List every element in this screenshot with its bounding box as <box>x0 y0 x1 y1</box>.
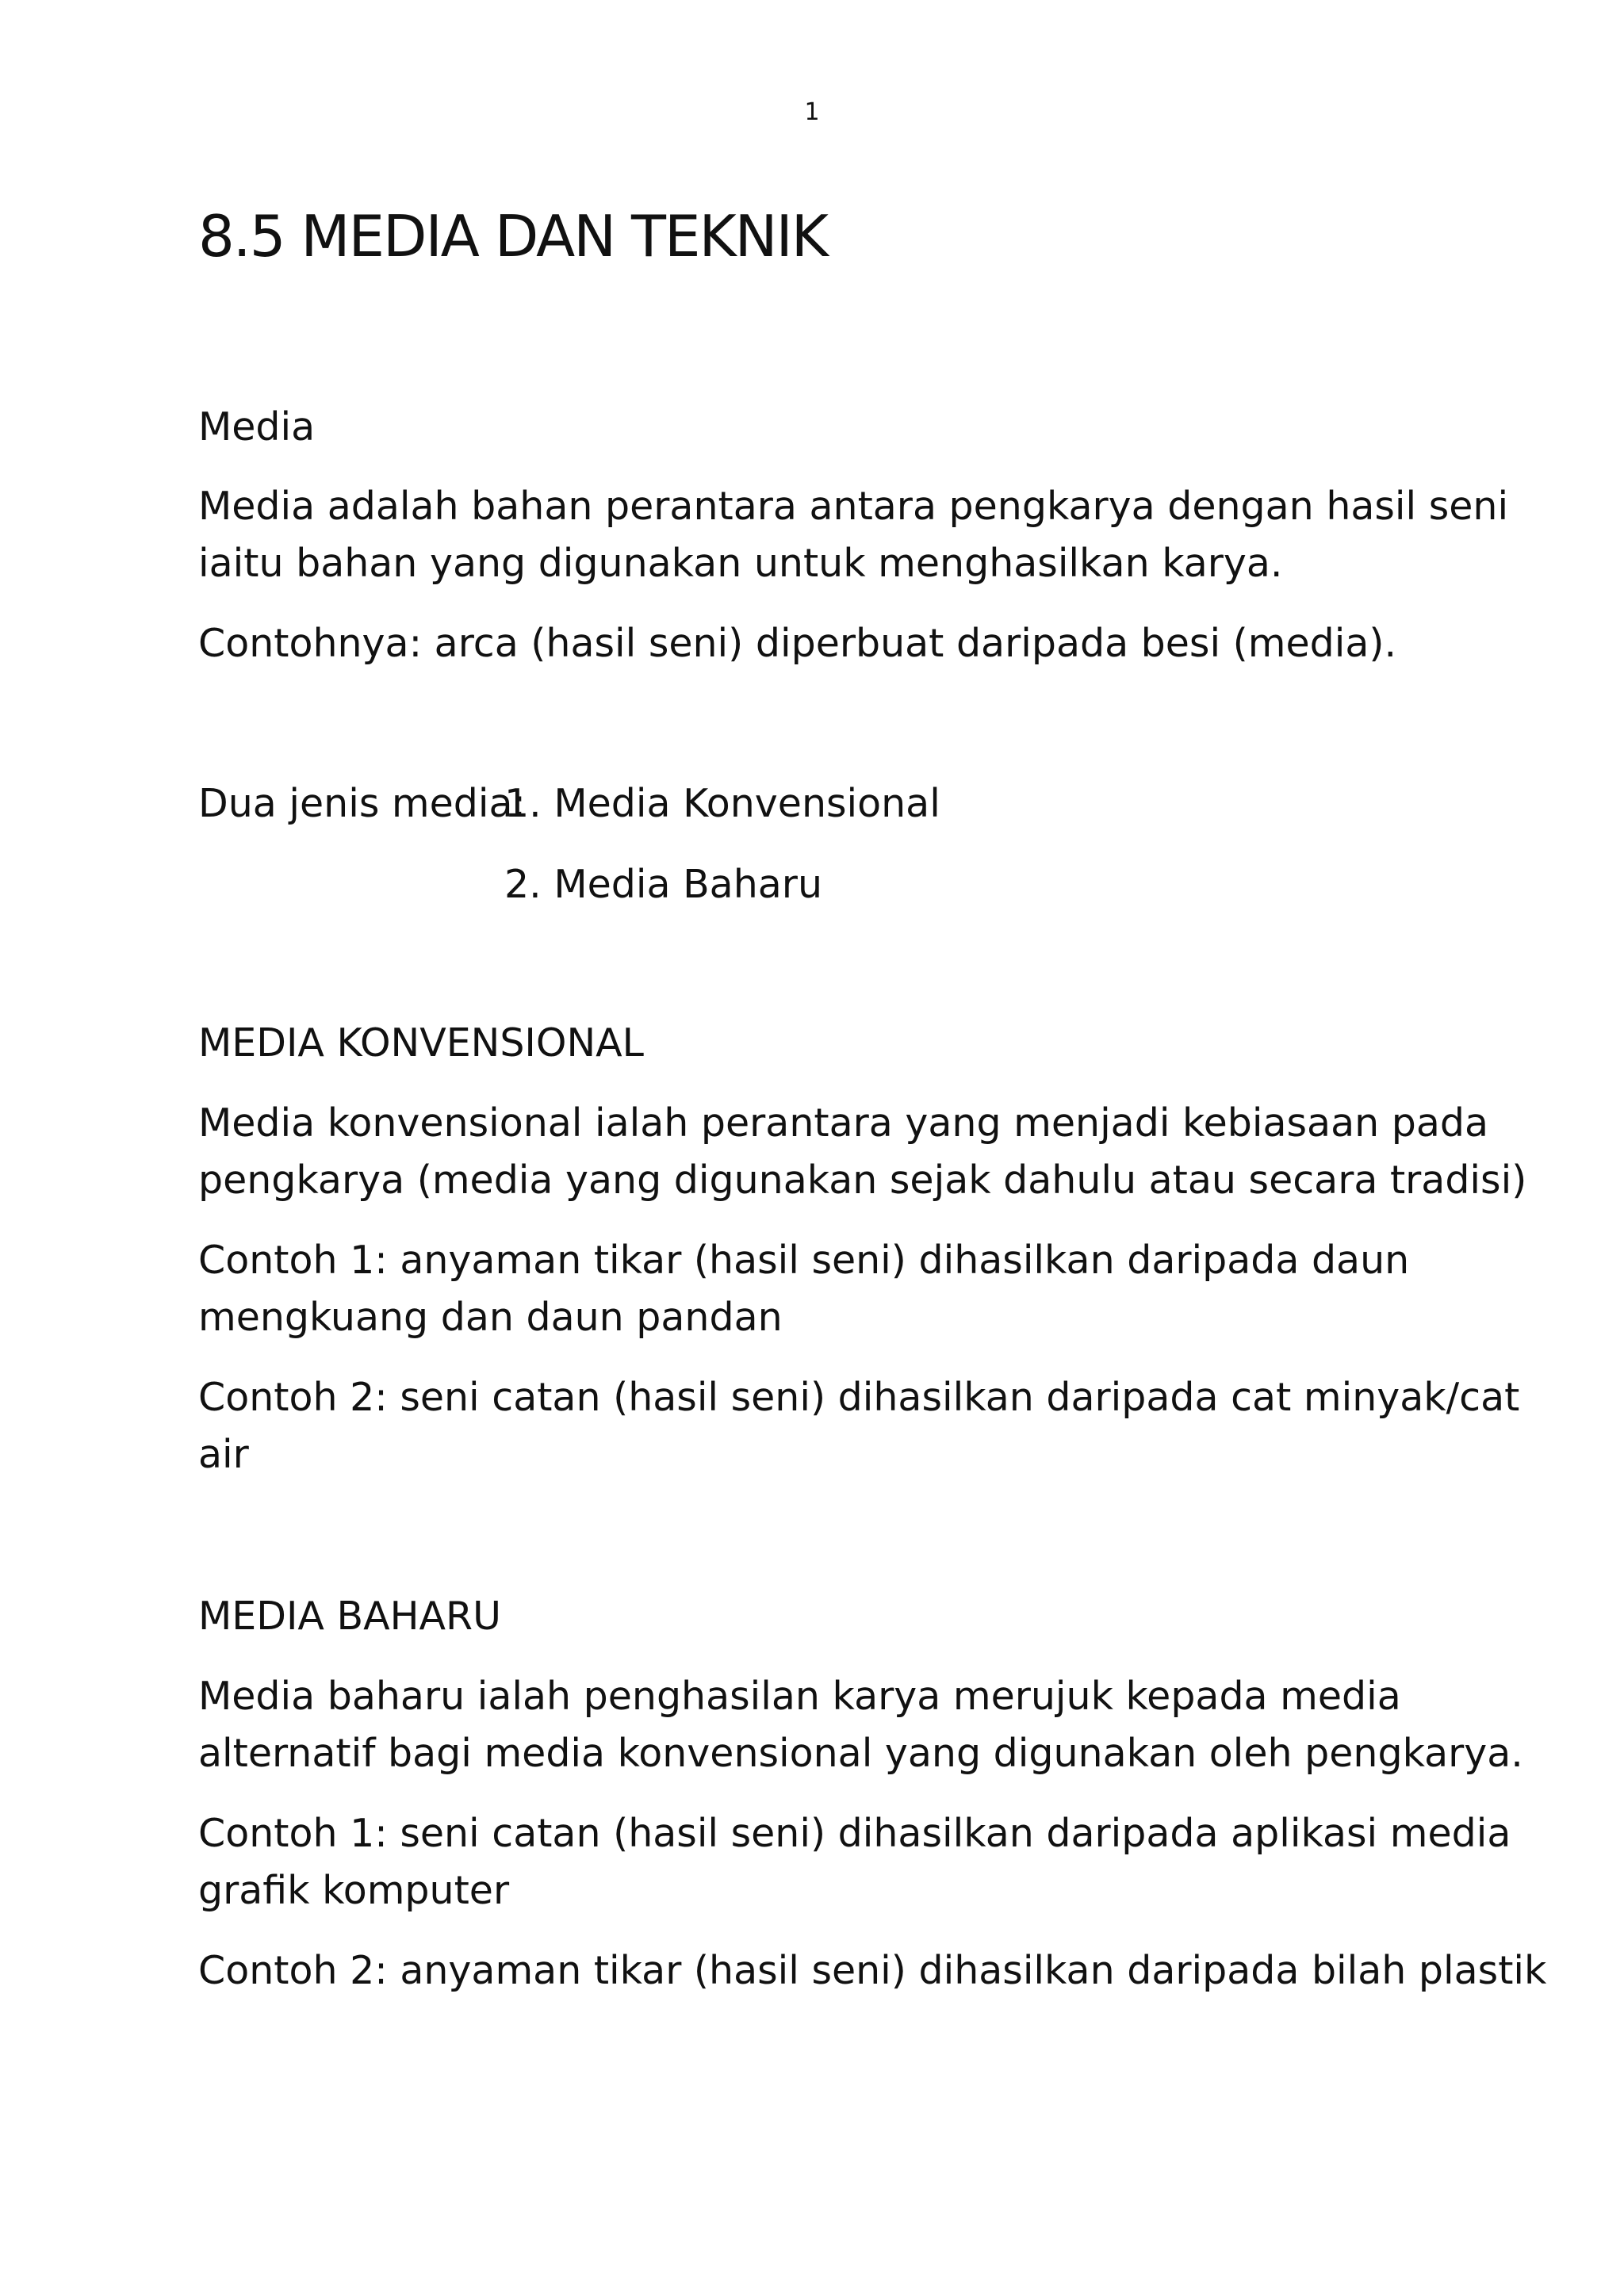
konvensional-example-1-line-2: mengkuang dan daun pandan <box>198 1295 783 1340</box>
konvensional-definition-line-2: pengkarya (media yang digunakan sejak dahulu atau secara tradisi) <box>198 1158 1527 1203</box>
baharu-definition-line-1: Media baharu ialah penghasilan karya merujuk kepada media <box>198 1674 1401 1719</box>
baharu-example-1-line-2: grafik komputer <box>198 1868 510 1913</box>
baharu-definition-line-2: alternatif bagi media konvensional yang digunakan oleh pengkarya. <box>198 1731 1523 1776</box>
baharu-example-2: Contoh 2: anyaman tikar (hasil seni) dihasilkan daripada bilah plastik <box>198 1948 1547 1993</box>
media-heading: Media <box>198 404 316 450</box>
baharu-heading: MEDIA BAHARU <box>198 1594 501 1639</box>
konvensional-example-1-line-1: Contoh 1: anyaman tikar (hasil seni) dihasilkan daripada daun <box>198 1238 1410 1283</box>
konvensional-example-2-line-1: Contoh 2: seni catan (hasil seni) dihasilkan daripada cat minyak/cat <box>198 1375 1520 1420</box>
konvensional-example-2-line-2: air <box>198 1432 249 1477</box>
media-definition-line-1: Media adalah bahan perantara antara pengkarya dengan hasil seni <box>198 484 1509 529</box>
konvensional-heading: MEDIA KONVENSIONAL <box>198 1020 644 1066</box>
konvensional-definition-line-1: Media konvensional ialah perantara yang menjadi kebiasaan pada <box>198 1100 1489 1146</box>
media-types-item-1: 1. Media Konvensional <box>504 781 940 826</box>
media-types-label: Dua jenis media: <box>198 781 527 826</box>
media-definition-line-2: iaitu bahan yang digunakan untuk menghasilkan karya. <box>198 541 1283 586</box>
media-example: Contohnya: arca (hasil seni) diperbuat daripada besi (media). <box>198 621 1397 666</box>
page-title: 8.5 MEDIA DAN TEKNIK <box>198 203 827 270</box>
page-number: 1 <box>804 98 820 126</box>
baharu-example-1-line-1: Contoh 1: seni catan (hasil seni) dihasilkan daripada aplikasi media <box>198 1811 1511 1856</box>
media-types-item-2: 2. Media Baharu <box>504 862 822 907</box>
